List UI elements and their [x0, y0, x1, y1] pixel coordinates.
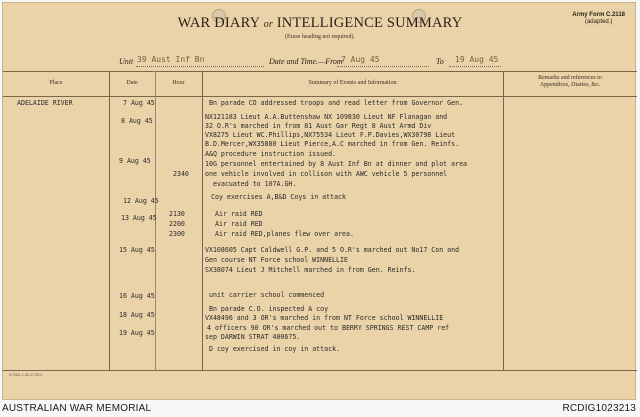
entry-text: one vehicle involved in collison with AWC vehicle 5 personnel: [205, 170, 448, 178]
unit-label: Unit: [119, 57, 134, 66]
entry-date: 12 Aug 45: [123, 197, 159, 205]
entry-text: D coy exercised in coy in attack.: [209, 345, 341, 353]
table-top-rule: [3, 71, 637, 72]
war-diary-sheet: [2, 2, 636, 400]
printer-footnote: M 3401-1-30-47-SD4: [9, 373, 42, 377]
header-place: Place: [49, 80, 63, 86]
header-remarks-line1: Remarks and references to: [538, 75, 602, 81]
header-date: Date: [126, 80, 138, 86]
entry-text: Air raid RED: [215, 220, 263, 228]
datetime-label: Date and Time.—From: [269, 57, 343, 66]
header-remarks: [503, 75, 637, 89]
archive-credit: AUSTRALIAN WAR MEMORIAL: [2, 403, 152, 414]
subtitle: (Erase heading not required).: [285, 34, 355, 40]
entry-date: 18 Aug 45: [119, 311, 155, 319]
table-bottom-rule: [3, 370, 637, 371]
entry-text: 4 officers 90 OR's marched out to BERRY SPRINGS REST CAMP ref: [207, 324, 450, 332]
header-hour: Hour: [172, 80, 185, 86]
entry-hour: 2200: [169, 220, 185, 228]
unit-line: [3, 57, 637, 71]
entry-text: Air raid RED: [215, 210, 263, 218]
column-divider: [202, 71, 203, 371]
entry-text: evacuated to 107A.GH.: [213, 180, 297, 188]
entry-text: VX48496 and 3 OR's marched in from NT Force school WINNELLIE: [205, 314, 444, 322]
entry-text: Coy exercises A,B&D Coys in attack: [211, 193, 346, 201]
to-label: To: [436, 57, 444, 66]
entry-text: 32 O.R's marched in from 81 Aust Gar Regt 8 Aust Armd Div: [205, 122, 432, 130]
entry-text: sep DARWIN STRAT 400675.: [205, 333, 301, 341]
entry-text: Bn parade C.O. inspected A coy: [209, 305, 329, 313]
entry-text: VX8275 Lieut WC.Phillips,NX75534 Lieut F.P.Davies,WX30798 Lieut: [205, 131, 456, 139]
header-remarks-line2: Appendices, Diaries, &c.: [539, 82, 601, 88]
entry-date: 7 Aug 45: [123, 99, 155, 107]
entry-text: 10G personnel entertained by 8 Aust Inf Bn at dinner and plot area: [205, 160, 468, 168]
page-title: [3, 15, 637, 32]
header-bottom-rule: [3, 96, 637, 97]
column-divider: [503, 71, 504, 371]
entry-date: 15 Aug 45: [119, 246, 155, 254]
record-id: RCDIG1023213: [562, 403, 636, 414]
from-value: 7 Aug 45: [341, 55, 380, 64]
column-divider: [109, 71, 110, 371]
entry-text: Bn parade CO addressed troops and read letter from Governor Gen.: [209, 99, 464, 107]
title-intelligence-summary: INTELLIGENCE SUMMARY: [276, 15, 463, 31]
entry-text: A&Q procedure instruction issued.: [205, 150, 337, 158]
title-or: or: [263, 19, 273, 30]
entry-date: 8 Aug 45: [121, 117, 153, 125]
entry-date: 13 Aug 45: [121, 214, 157, 222]
entry-date: 16 Aug 45: [119, 292, 155, 300]
unit-underline: [136, 66, 264, 67]
entry-text: NX121183 Lieut A.A.Buttenshaw NX 109830 Lieut NF Flanagan and: [205, 113, 448, 121]
entry-hour: 2300: [169, 230, 185, 238]
entry-text: Gen course NT Force school WINNELLIE: [205, 256, 348, 264]
entry-text: Air raid RED,planes flew over area.: [215, 230, 354, 238]
form-number-text: Army Form C.2118: [572, 12, 625, 18]
entry-hour: 2340: [173, 170, 189, 178]
entry-date: 9 Aug 45: [119, 157, 151, 165]
entry-hour: 2130: [169, 210, 185, 218]
from-underline: [337, 66, 429, 67]
entry-date: 19 Aug 45: [119, 329, 155, 337]
header-summary: Summary of Events and Information: [308, 80, 397, 86]
to-underline: [449, 66, 501, 67]
entry-text: VX108605 Capt Caldwell G.P. and 5 O.R's marched out No17 Con and: [205, 246, 460, 254]
title-war-diary: WAR DIARY: [177, 15, 260, 31]
entry-text: B.D.Mercer,WX35880 Lieut Pierce,A.C marched in from Gen. Reinfs.: [205, 140, 460, 148]
form-adapted-text: (adapted.): [584, 19, 613, 25]
entry-place: ADELAIDE RIVER: [17, 99, 73, 107]
entry-text: SX38074 Lieut J Mitchell marched in from Gen. Reinfs.: [205, 266, 416, 274]
to-value: 19 Aug 45: [455, 55, 499, 64]
unit-value: 39 Aust Inf Bn: [137, 55, 205, 64]
entry-text: unit carrier school commenced: [209, 291, 325, 299]
